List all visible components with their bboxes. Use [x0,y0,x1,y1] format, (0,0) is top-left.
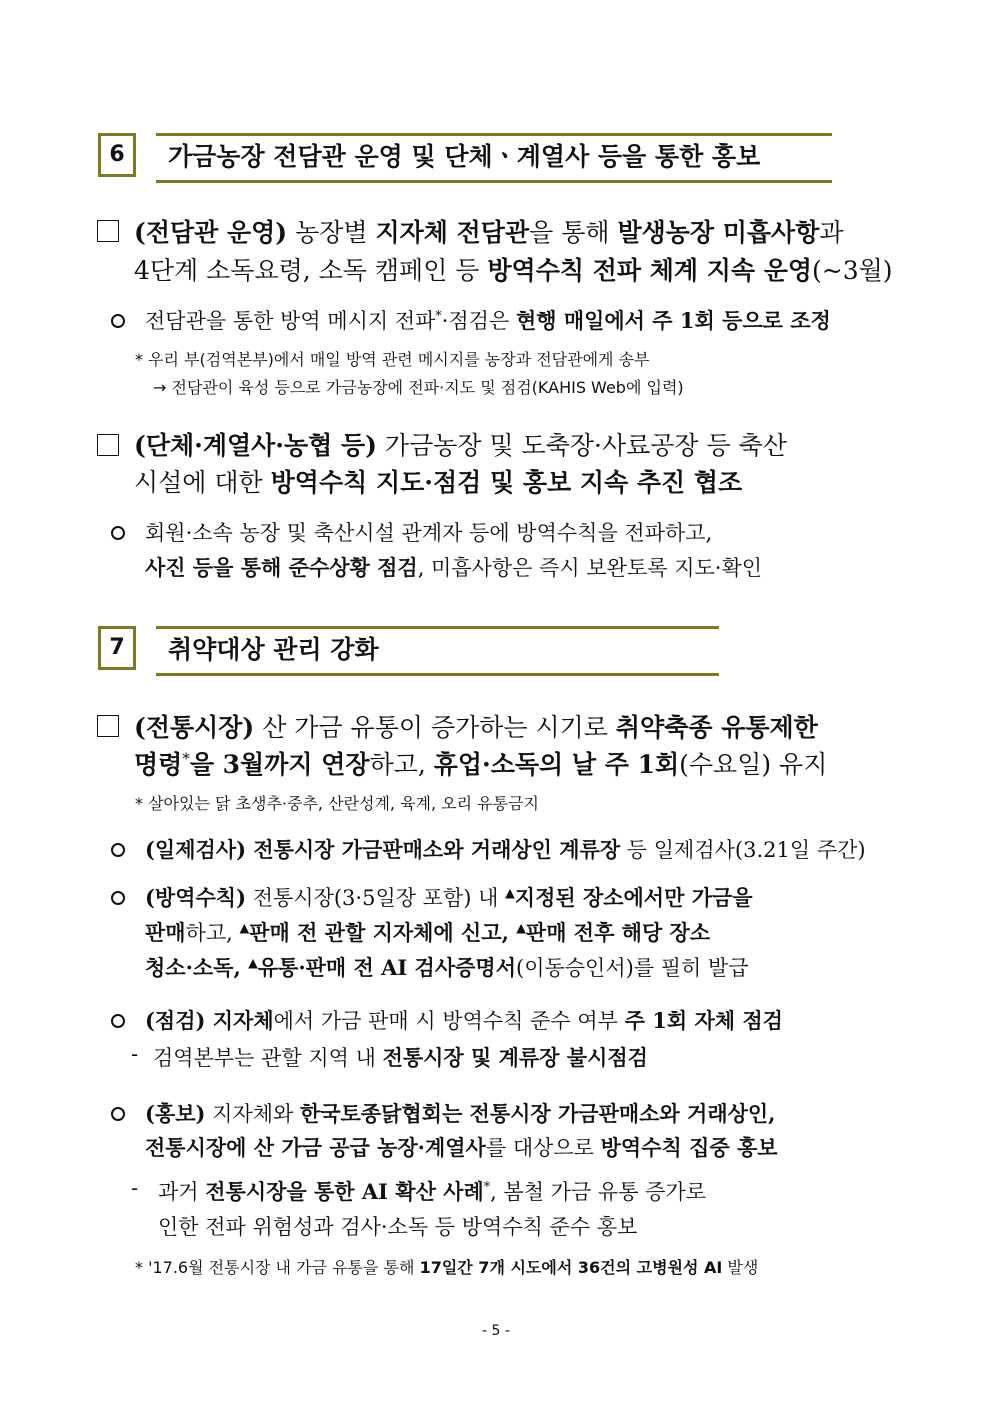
bold-text: (전담관 운영) [134,218,288,247]
text-run: , 봄철 가금 유통 증가로 [490,1180,707,1204]
bullet-circle-icon [111,843,125,857]
section-number: 7 [98,626,136,670]
bold-text: 전통시장을 통한 AI 확산 사례 [205,1179,484,1204]
bold-text: 취약축종 유통제한 [615,713,818,742]
text-run: 지자체와 [205,1102,300,1126]
checkbox-square-icon [97,715,119,737]
superscript-mark: ▲ [505,885,515,900]
bold-text: 판매 전 관할 지자체에 신고, [249,920,517,945]
bold-text: 지자체 전담관 [375,218,530,247]
text-run: , 미흡사항은 즉시 보완토록 지도·확인 [417,556,763,580]
sub-item [145,952,749,982]
bullet-circle-icon [111,891,125,905]
bold-text: 17일간 7개 시도에서 36건의 고병원성 AI [419,1258,723,1277]
dash-marker: - [131,1176,139,1200]
sub-item [145,552,762,582]
bold-text: (점검) 지자체 [145,1008,274,1033]
text-run: 산 가금 유통이 증가하는 시기로 [254,713,616,742]
checkbox-square-icon [97,434,119,456]
checkbox-square-icon [97,220,119,242]
text-run: 전담관을 통한 방역 메시지 전파 [145,309,436,333]
text-run: 을 통해 [529,218,618,247]
note: * 살아있는 닭 초생추·중추, 산란성계, 육계, 오리 유통금지 [135,794,539,813]
section-number: 6 [98,133,136,177]
bold-text: 사진 등을 통해 준수상황 점검 [145,555,418,580]
sub-item [145,305,831,335]
bold-text: 한국토종닭협회는 전통시장 가금판매소와 거래상인, [299,1101,776,1126]
bold-text: 전통시장에 산 가금 공급 농장·계열사 [145,1135,486,1160]
note: → 전담관이 육성 등으로 가금농장에 전파·지도 및 점검(KAHIS Web에 입력) [153,378,684,397]
bold-text: 청소·소독, [145,955,249,980]
text-run: 를 대상으로 [485,1136,601,1160]
sub-item [145,917,710,947]
text-run: 4단계 소독요령, 소독 캠페인 등 [134,256,488,285]
superscript-mark: * [435,308,442,323]
bold-text: 지정된 장소에서만 가금을 [514,885,753,910]
item-line [134,745,827,781]
bold-text: 방역수칙 지도·점검 및 홍보 지속 추진 협조 [270,468,743,497]
bold-text: (전통시장) [134,713,255,742]
bold-text: 방역수칙 전파 체계 지속 운영 [487,256,813,285]
item-line [134,463,742,499]
note: * 우리 부(검역본부)에서 매일 방역 관련 메시지를 농장과 전담관에게 송부 [135,350,650,369]
bold-text: 명령 [134,750,183,779]
superscript-mark: * [483,1179,491,1194]
section-title: 취약대상 관리 강화 [156,626,719,676]
bold-text: 방역수칙 집중 홍보 [600,1135,778,1160]
bullet-circle-icon [111,1014,125,1028]
bold-text: (방역수칙) [145,885,247,910]
superscript-mark: ▲ [239,920,250,935]
text-run: 검역본부는 관할 지역 내 [153,1046,383,1070]
bullet-circle-icon [111,314,125,328]
text-run: 농장별 [287,218,376,247]
text-run: 인한 전파 위험성과 검사·소독 등 방역수칙 준수 홍보 [158,1215,638,1239]
bold-text: (홍보) [145,1101,206,1126]
text-run: 과거 [158,1180,206,1204]
sub-item [145,882,753,912]
text-run: * '17.6월 전통시장 내 가금 유통을 통해 [135,1258,420,1277]
bold-text: (일제검사) 전통시장 가금판매소와 거래상인 계류장 [145,837,621,862]
item-line [134,426,787,462]
text-run: (수요일) 유지 [679,750,828,779]
note [135,1255,758,1278]
text-run: 전통시장(3·5일장 포함) 내 [246,886,506,910]
section-title: 가금농장 전담관 운영 및 단체ㆍ계열사 등을 통한 홍보 [156,133,832,183]
dash-item [158,1176,706,1206]
bold-text: (단체·계열사·농협 등) [134,431,377,460]
bold-text: 판매 [145,920,186,945]
item-line [134,251,893,287]
text-run: 등 일제검사(3.21일 주간) [620,838,866,862]
sub-item [145,1005,783,1035]
sub-item [145,1098,776,1128]
bold-text: 현행 매일에서 주 1회 등으로 조정 [515,308,831,333]
sub-item [145,517,712,547]
sub-item [145,834,866,864]
text-run: 에서 가금 판매 시 방역수칙 준수 여부 [273,1009,625,1033]
item-line [134,213,844,249]
text-run: ·점검은 [441,309,516,333]
text-run: 회원·소속 농장 및 축산시설 관계자 등에 방역수칙을 전파하고, [145,521,713,545]
text-run: 발생 [722,1258,759,1277]
text-run: 시설에 대한 [134,468,271,497]
text-run: (~3월) [812,256,893,285]
sub-item [145,1132,778,1162]
superscript-mark: ▲ [248,955,258,970]
item-line [134,708,818,744]
bold-text: 을 3월까지 연장 [189,750,370,779]
text-run: 과 [819,218,844,247]
bold-text: 주 1회 자체 점검 [624,1008,783,1033]
bold-text: 유통·판매 전 AI 검사증명서 [257,955,516,980]
text-run: (이동승인서)를 필히 발급 [516,956,749,980]
bullet-circle-icon [111,526,125,540]
bold-text: 휴업·소독의 날 주 1회 [433,750,680,779]
text-run: 가금농장 및 도축장·사료공장 등 축산 [376,431,787,460]
bold-text: 전통시장 및 계류장 불시점검 [382,1045,648,1070]
bullet-circle-icon [111,1107,125,1121]
text-run: 하고, [185,921,240,945]
page-number: - 5 - [482,1323,510,1339]
superscript-mark: * [182,749,190,768]
text-run: 하고, [369,750,434,779]
dash-item [153,1042,648,1072]
dash-item [158,1211,637,1241]
bold-text: 판매 전후 해당 장소 [525,920,711,945]
dash-marker: - [131,1042,139,1066]
superscript-mark: ▲ [516,920,526,935]
bold-text: 발생농장 미흡사항 [617,218,820,247]
